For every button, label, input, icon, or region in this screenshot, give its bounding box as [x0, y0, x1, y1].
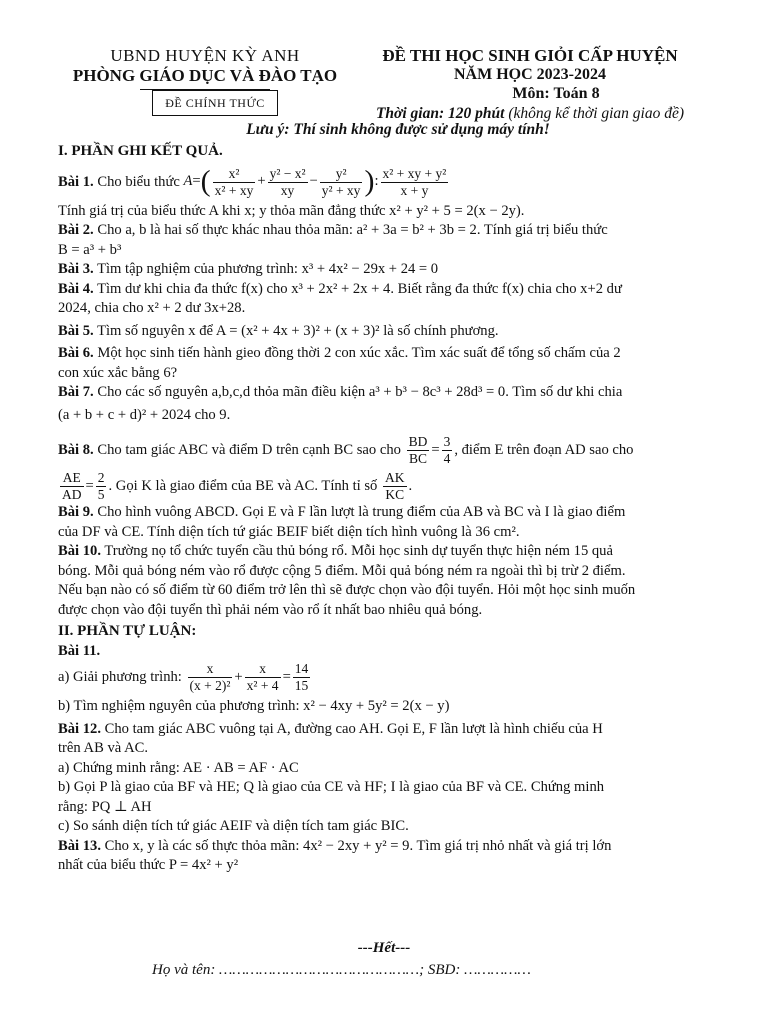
problem-1-line-2: Tính giá trị của biểu thức A khi x; y thỏa mãn đẳng thức x² + y² + 5 = 2(x − 2y).: [58, 202, 525, 219]
fraction-ak-kc: $\frac{AK}{KC}$: [385, 470, 405, 502]
problem-11a: a) Giải phương trình: $\frac{x}{\text{(x + 2)²}}$ + $\frac{x}{\text{x² + 4}}$ = $\frac{14}{15}$: [58, 661, 718, 694]
problem-10-line-4: được chọn vào đội tuyển thì phải ném vào rổ ít nhất bao nhiêu quả bóng.: [58, 601, 483, 618]
problem-4-line-2: 2024, chia cho x² + 2 dư 3x+28.: [58, 300, 246, 316]
fraction-ae-ad: $\frac{AE}{AD}$: [62, 470, 82, 502]
problem-5: Bài 5. Tìm số nguyên x để A = (x² + 4x + 3)² + (x + 3)² là số chính phương.: [58, 322, 499, 339]
problem-7: Bài 7. Cho các số nguyên a,b,c,d thỏa mãn điều kiện a³ + b³ − 8c³ + 28d³ = 0. Tìm số dư khi chia: [58, 384, 623, 400]
problem-3: Bài 3. Tìm tập nghiệm của phương trình: x³ + 4x² − 29x + 24 = 0: [58, 261, 439, 277]
problem-6: Bài 6. Một học sinh tiến hành gieo đồng thời 2 con xúc xắc. Tìm xác suất để tổng số chấm của 2: [58, 345, 621, 361]
problem-10-line-2: bóng. Mỗi quả bóng ném vào rổ được cộng 5 điểm. Mỗi quả bóng ném ra ngoài thì bị trừ 2 điểm.: [58, 562, 626, 579]
header-right: [365, 46, 695, 123]
fraction-bd-bc: $\frac{BD}{BC}$: [408, 434, 428, 466]
problem-12b-line-2: rằng: PQ ⊥ AH: [58, 798, 152, 815]
department: PHÒNG GIÁO DỤC VÀ ĐÀO TẠO: [72, 66, 338, 85]
problem-2: Bài 2. Cho a, b là hai số thực khác nhau thỏa mãn: a² + 3a = b² + 3b = 2. Tính giá trị biểu thức: [58, 222, 608, 238]
problem-12a: a) Chứng minh rằng: AE · AB = AF · AC: [58, 759, 299, 776]
subject: Môn: Toán 8: [512, 85, 600, 102]
problem-1: Bài 1. Cho biểu thức A=( $\frac{\text{x²}}{\text{x² + xy}}$ + $\frac{\text{y² − x²}}{xy}$ − $\frac{\text{y²}}{\text{y² + xy}}$ ): $\frac{\text{x² + xy + y²}}{x + y}$: [58, 166, 718, 199]
end-marker: ---Hết---: [357, 940, 411, 956]
problem-12b: b) Gọi P là giao của BF và HE; Q là giao của CE và HF; I là giao của BF và CE. Chứng minh: [58, 779, 605, 795]
fraction-3-4: $\frac{3}{4}$: [443, 434, 451, 466]
problem-12c: c) So sánh diện tích tứ giác AEIF và diện tích tam giác BIC.: [58, 818, 409, 834]
section-2-title: II. PHẦN TỰ LUẬN:: [58, 623, 197, 639]
problem-2-line-2: B = a³ + b³: [58, 241, 122, 258]
fraction-2-5: $\frac{2}{5}$: [97, 470, 105, 502]
problem-8: Bài 8. Cho tam giác ABC và điểm D trên cạnh BC sao cho $\frac{BD}{BC}$ = $\frac{3}{4}$ , điểm E trên đoạn AD sao cho: [58, 434, 634, 466]
problem-8-line-2: $\frac{AE}{AD}$ = $\frac{2}{5}$ . Gọi K là giao điểm của BE và AC. Tính tỉ số $\frac{AK}{KC}$ .: [62, 470, 413, 502]
problem-4: Bài 4. Tìm dư khi chia đa thức f(x) cho x³ + 2x² + 2x + 4. Biết rằng đa thức f(x) chia cho x+2 dư: [58, 280, 622, 297]
equation-11a: $\frac{x}{\text{(x + 2)²}}$ + $\frac{x}{\text{x² + 4}}$ = $\frac{14}{15}$: [189, 661, 309, 693]
exam-body: [58, 140, 718, 876]
expression-a: A=( $\frac{\text{x²}}{\text{x² + xy}}$ + $\frac{\text{y² − x²}}{xy}$ − $\frac{\text{y²}}{\text{y² + xy}}$ ): $\frac{\text{x² + xy + y²}}{x + y}$: [183, 165, 447, 198]
problem-9-line-2: của DF và CE. Tính diện tích tứ giác BEIF biết diện tích hình vuông là 36 cm².: [58, 523, 520, 540]
section-1-title: I. PHẦN GHI KẾT QUẢ.: [58, 143, 223, 159]
problem-13-line-2: nhất của biểu thức P = 4x² + y²: [58, 857, 239, 873]
problem-7-line-2: (a + b + c + d)² + 2024 cho 9.: [58, 406, 231, 423]
problem-11b: b) Tìm nghiệm nguyên của phương trình: x² − 4xy + 5y² = 2(x − y): [58, 698, 450, 714]
problem-11-label: Bài 11.: [58, 642, 101, 659]
problem-12-line-2: trên AB và AC.: [58, 740, 148, 756]
official-stamp: ĐỀ CHÍNH THỨC: [152, 90, 278, 116]
exam-title: ĐỀ THI HỌC SINH GIỎI CẤP HUYỆN: [382, 46, 678, 65]
calculator-note: Lưu ý: Thí sinh không được sử dụng máy tính!: [246, 121, 550, 138]
problem-9: Bài 9. Cho hình vuông ABCD. Gọi E và F lần lượt là trung điểm của AB và BC và I là giao điểm: [58, 504, 626, 520]
school-year: NĂM HỌC 2023-2024: [454, 66, 606, 83]
header-left: [60, 46, 350, 90]
problem-13: Bài 13. Cho x, y là các số thực thỏa mãn: 4x² − 2xy + y² = 9. Tìm giá trị nhỏ nhất và giá trị lớn: [58, 837, 612, 854]
time-note: (không kể thời gian giao đề): [508, 105, 685, 122]
problem-6-line-2: con xúc xắc bằng 6?: [58, 364, 178, 381]
time-label: Thời gian: 120 phút: [375, 105, 505, 122]
candidate-signature-line: Họ và tên: ………………………………………; SBD: ……………: [152, 962, 531, 978]
authority: UBND HUYỆN KỲ ANH: [110, 46, 300, 65]
problem-10: Bài 10. Trường nọ tổ chức tuyển cầu thủ bóng rổ. Mỗi học sinh dự tuyển thực hiện ném 15 quả: [58, 543, 613, 559]
problem-12: Bài 12. Cho tam giác ABC vuông tại A, đường cao AH. Gọi E, F lần lượt là hình chiếu của H: [58, 720, 603, 737]
problem-10-line-3: Nếu bạn nào có số điểm từ 60 điểm trở lên thì sẽ được chọn vào đội tuyển. Hỏi một học sinh muốn: [58, 582, 636, 598]
